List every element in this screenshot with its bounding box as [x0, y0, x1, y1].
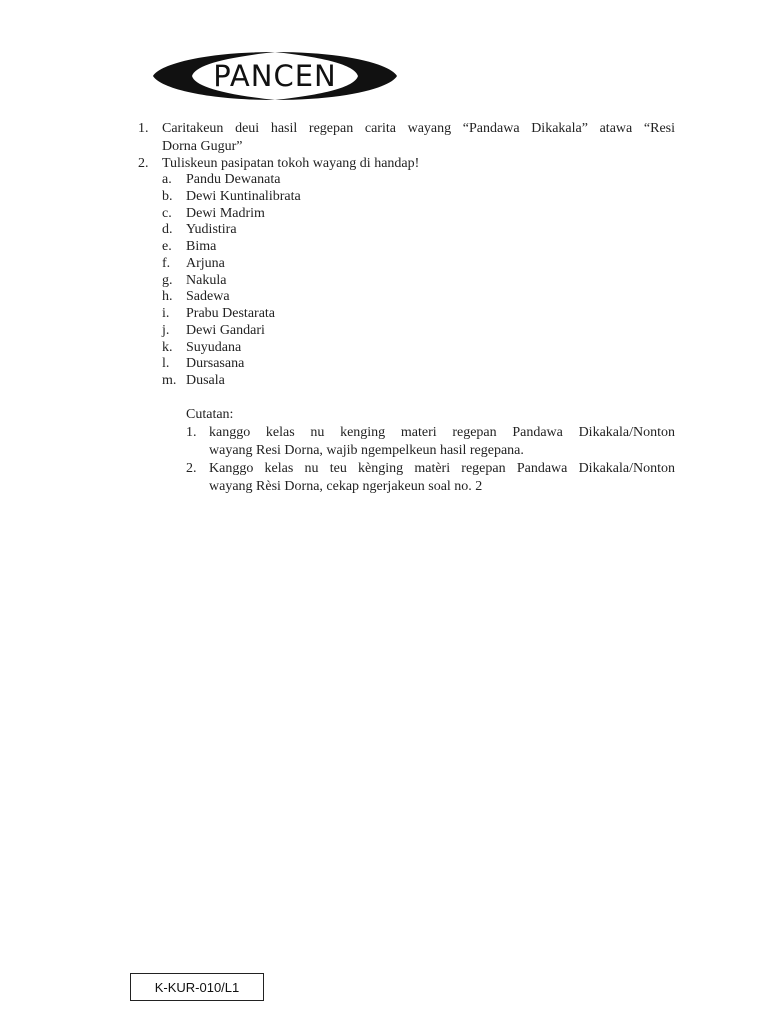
- list-letter: c.: [162, 205, 172, 221]
- character-name: Prabu Destarata: [186, 306, 276, 321]
- list-letter: k.: [162, 339, 173, 355]
- character-name: Pandu Dewanata: [186, 172, 281, 187]
- pancen-logo: [150, 50, 400, 102]
- list-letter: b.: [162, 188, 173, 204]
- note-1: [186, 424, 675, 460]
- list-item: [162, 172, 462, 189]
- list-item: [162, 222, 462, 239]
- list-item: [162, 289, 462, 306]
- question-number: 2.: [138, 156, 149, 171]
- list-letter: g.: [162, 272, 173, 288]
- question-text: Tuliskeun pasipatan tokoh wayang di handap!: [162, 156, 420, 171]
- question-text-line-2: Dorna Gugur”: [162, 139, 243, 154]
- question-1: [138, 120, 675, 156]
- note-text-line-2: wayang Resi Dorna, wajib ngempelkeun hasil regepana.: [209, 443, 524, 458]
- character-list: [162, 172, 462, 390]
- list-letter: l.: [162, 356, 170, 372]
- note-text-line-2: wayang Rèsi Dorna, cekap ngerjakeun soal no. 2: [209, 479, 483, 494]
- note-number: 1.: [186, 425, 197, 440]
- list-item: [162, 323, 462, 340]
- question-number: 1.: [138, 121, 149, 136]
- character-name: Nakula: [186, 272, 227, 288]
- list-item: [162, 239, 462, 256]
- character-name: Bima: [186, 239, 217, 254]
- list-item: [162, 206, 462, 223]
- list-letter: f.: [162, 255, 171, 271]
- note-2: [186, 460, 675, 496]
- list-item: [162, 189, 462, 206]
- list-letter: e.: [162, 239, 172, 254]
- list-letter: m.: [162, 373, 177, 388]
- character-name: Arjuna: [186, 255, 225, 271]
- question-2: [138, 155, 675, 173]
- character-name: Sadewa: [186, 289, 230, 305]
- character-name: Dewi Kuntinalibrata: [186, 188, 301, 204]
- list-item: [162, 256, 462, 273]
- document-code: K-KUR-010/L1: [130, 973, 264, 1001]
- character-name: Dusala: [186, 373, 225, 388]
- list-item: [162, 373, 462, 390]
- list-item: [162, 340, 462, 357]
- logo-text: PANCEN: [213, 59, 337, 93]
- character-name: Dursasana: [186, 356, 245, 372]
- note-text-line-1: kanggo kelas nu kenging materi regepan Pandawa Dikakala/Nonton: [209, 425, 675, 440]
- note-number: 2.: [186, 461, 197, 476]
- list-letter: d.: [162, 222, 173, 238]
- character-name: Suyudana: [186, 339, 242, 355]
- character-name: Dewi Madrim: [186, 205, 265, 221]
- list-letter: i.: [162, 306, 170, 321]
- list-item: [162, 356, 462, 373]
- list-item: [162, 306, 462, 323]
- list-item: [162, 273, 462, 290]
- character-name: Yudistira: [186, 222, 237, 238]
- list-letter: h.: [162, 289, 173, 305]
- note-text-line-1: Kanggo kelas nu teu kènging matèri regepan Pandawa Dikakala/Nonton: [209, 461, 675, 476]
- list-letter: a.: [162, 172, 172, 187]
- notes-title: Cutatan:: [186, 407, 234, 422]
- character-name: Dewi Gandari: [186, 322, 265, 338]
- list-letter: j.: [162, 322, 170, 338]
- question-text-line-1: Caritakeun deui hasil regepan carita wayang “Pandawa Dikakala” atawa “Resi: [162, 121, 675, 136]
